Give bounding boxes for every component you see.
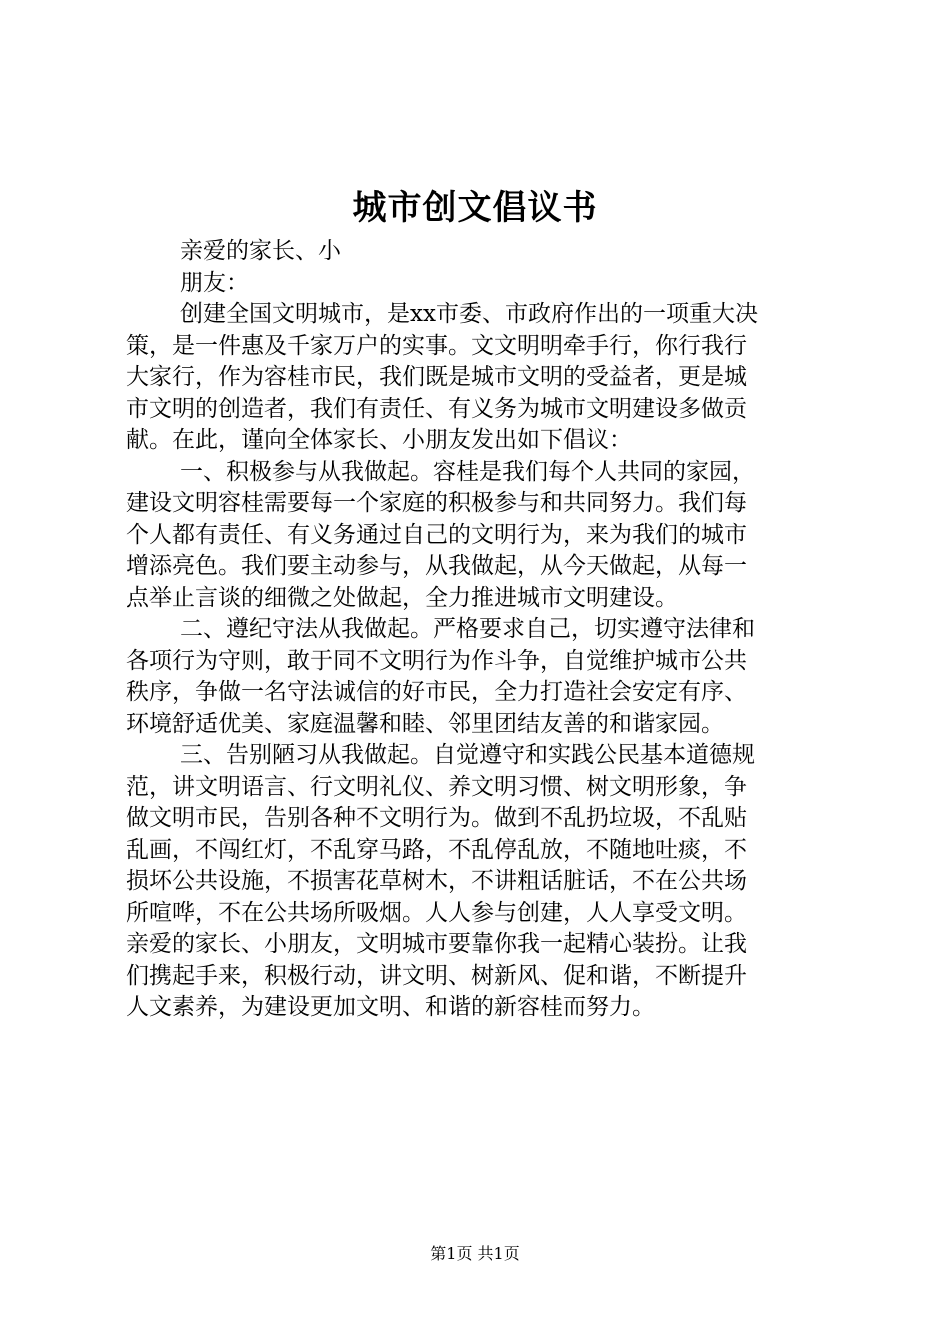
paragraph-line: 损坏公共设施，不损害花草树木，不讲粗话脏话，不在公共场 xyxy=(126,868,747,894)
paragraph-line: 市文明的创造者，我们有责任、有义务为城市文明建设多做贡 xyxy=(126,395,747,422)
paragraph-line: 一、积极参与从我做起。容桂是我们每个人共同的家园， xyxy=(180,458,755,485)
paragraph-line: 建设文明容桂需要每一个家庭的积极参与和共同努力。我们每 xyxy=(126,490,747,516)
paragraph-line: 各项行为守则，敢于同不文明行为作斗争，自觉维护城市公共 xyxy=(126,647,747,674)
paragraph-line: 献。在此，谨向全体家长、小朋友发出如下倡议： xyxy=(126,427,632,453)
salutation-line: 朋友： xyxy=(180,269,249,296)
paragraph-line: 策，是一件惠及千家万户的实事。文文明明牵手行，你行我行 xyxy=(126,332,747,359)
paragraph-line: 大家行，作为容桂市民，我们既是城市文明的受益者，更是城 xyxy=(126,364,747,390)
paragraph-line: 亲爱的家长、小朋友，文明城市要靠你我一起精心装扮。让我 xyxy=(126,931,747,957)
paragraph-line: 个人都有责任、有义务通过自己的文明行为，来为我们的城市 xyxy=(126,521,747,548)
paragraph-line: 二、遵纪守法从我做起。严格要求自己，切实遵守法律和 xyxy=(180,616,755,642)
paragraph-line: 范，讲文明语言、行文明礼仪、养文明习惯、树文明形象，争 xyxy=(126,773,747,800)
paragraph-line: 所喧哗，不在公共场所吸烟。人人参与创建，人人享受文明。 xyxy=(126,899,747,926)
paragraph-line: 做文明市民，告别各种不文明行为。做到不乱扔垃圾，不乱贴 xyxy=(126,805,747,831)
paragraph-line: 创建全国文明城市，是xx市委、市政府作出的一项重大决 xyxy=(180,301,758,327)
paragraph-line: 乱画，不闯红灯，不乱穿马路，不乱停乱放，不随地吐痰，不 xyxy=(126,836,747,863)
page-number-footer: 第1页 共1页 xyxy=(430,1244,520,1263)
salutation-line: 亲爱的家长、小 xyxy=(180,238,341,264)
paragraph-line: 三、告别陋习从我做起。自觉遵守和实践公民基本道德规 xyxy=(180,742,755,768)
paragraph-line: 增添亮色。我们要主动参与，从我做起，从今天做起，从每一 xyxy=(126,553,747,579)
paragraph-line: 人文素养，为建设更加文明、和谐的新容桂而努力。 xyxy=(126,994,655,1020)
paragraph-line: 点举止言谈的细微之处做起，全力推进城市文明建设。 xyxy=(126,584,678,611)
document-title: 城市创文倡议书 xyxy=(352,188,598,228)
paragraph-line: 秩序，争做一名守法诚信的好市民，全力打造社会安定有序、 xyxy=(126,679,747,705)
document-body xyxy=(126,236,834,1024)
paragraph-line: 们携起手来，积极行动，讲文明、树新风、促和谐，不断提升 xyxy=(126,962,747,989)
paragraph-line: 环境舒适优美、家庭温馨和睦、邻里团结友善的和谐家园。 xyxy=(126,710,724,737)
